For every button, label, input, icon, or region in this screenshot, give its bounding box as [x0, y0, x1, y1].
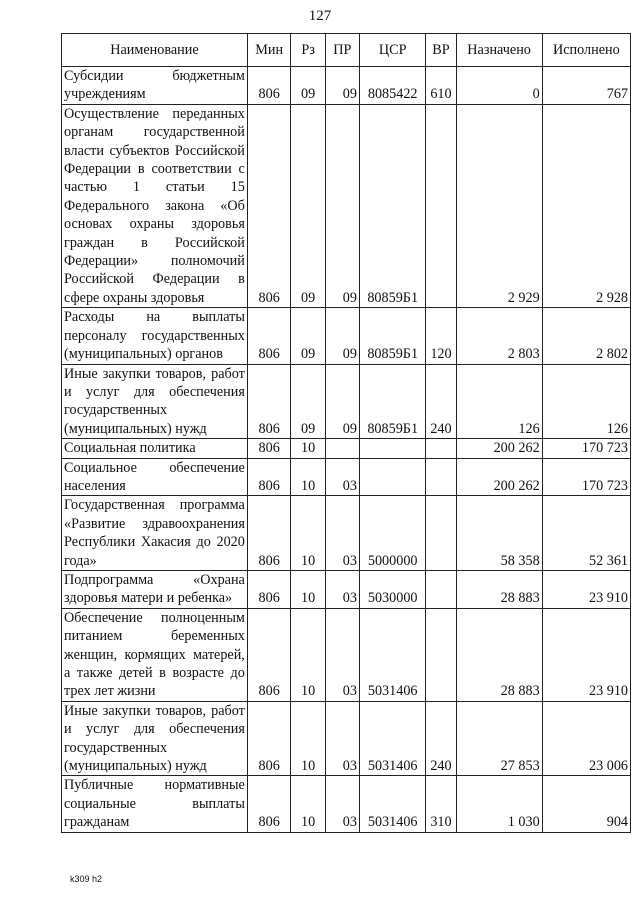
row-name: Социальное обеспечение населения: [62, 458, 248, 496]
row-rz: 10: [291, 701, 325, 776]
row-assigned: 200 262: [456, 439, 542, 458]
row-executed: 23 910: [542, 608, 630, 701]
row-min: 806: [247, 104, 291, 307]
row-name: Иные закупки товаров, работ и услуг для обеспечения государственных (муниципальных) нужд: [62, 364, 248, 439]
table-row: [62, 776, 631, 832]
row-pr: 03: [325, 570, 359, 608]
table-row: [62, 701, 631, 776]
row-csr: 8085422: [359, 67, 425, 105]
table-row: [62, 458, 631, 496]
row-name: Обеспечение полноценным питанием беременных женщин, кормящих матерей, а также детей в возрасте до трех лет жизни: [62, 608, 248, 701]
row-name: Государственная программа «Развитие здравоохранения Республики Хакасия до 2020 года»: [62, 496, 248, 571]
header-rz: Рз: [291, 34, 325, 67]
row-pr: 03: [325, 608, 359, 701]
row-vr: [426, 104, 456, 307]
row-rz: 10: [291, 458, 325, 496]
row-executed: 904: [542, 776, 630, 832]
row-csr: [359, 458, 425, 496]
row-csr: 80859Б1: [359, 364, 425, 439]
row-min: 806: [247, 458, 291, 496]
row-vr: [426, 439, 456, 458]
header-min: Мин: [247, 34, 291, 67]
row-vr: 240: [426, 364, 456, 439]
table-row: [62, 67, 631, 105]
row-csr: 5030000: [359, 570, 425, 608]
row-rz: 10: [291, 439, 325, 458]
row-pr: 03: [325, 496, 359, 571]
row-rz: 09: [291, 308, 325, 364]
row-pr: 09: [325, 104, 359, 307]
row-rz: 10: [291, 496, 325, 571]
row-min: 806: [247, 439, 291, 458]
row-csr: 5031406: [359, 701, 425, 776]
row-min: 806: [247, 570, 291, 608]
row-min: 806: [247, 701, 291, 776]
row-assigned: 28 883: [456, 608, 542, 701]
row-executed: 170 723: [542, 439, 630, 458]
row-csr: 80859Б1: [359, 308, 425, 364]
row-executed: 2 802: [542, 308, 630, 364]
row-vr: [426, 608, 456, 701]
row-assigned: 27 853: [456, 701, 542, 776]
row-pr: 09: [325, 308, 359, 364]
header-csr: ЦСР: [359, 34, 425, 67]
row-min: 806: [247, 308, 291, 364]
row-executed: 126: [542, 364, 630, 439]
table-row: [62, 439, 631, 458]
row-csr: 5031406: [359, 608, 425, 701]
footer-code: k309 h2: [70, 874, 103, 884]
row-min: 806: [247, 608, 291, 701]
header-assigned: Назначено: [456, 34, 542, 67]
row-executed: 52 361: [542, 496, 630, 571]
row-vr: [426, 570, 456, 608]
row-pr: 03: [325, 776, 359, 832]
row-pr: 03: [325, 701, 359, 776]
row-assigned: 1 030: [456, 776, 542, 832]
table-header-row: [62, 34, 631, 67]
table-row: [62, 570, 631, 608]
row-min: 806: [247, 364, 291, 439]
row-name: Осуществление переданных органам государственной власти субъектов Российской Федерации в соответствии с частью 1 статьи 15 Федерального закона «Об основах охраны здоровья граждан в Российской Федерации» полномочий Российской Федерации в сфере охраны здоровья: [62, 104, 248, 307]
row-min: 806: [247, 67, 291, 105]
row-executed: 767: [542, 67, 630, 105]
row-pr: 09: [325, 67, 359, 105]
row-name: Социальная политика: [62, 439, 248, 458]
row-vr: [426, 458, 456, 496]
row-csr: 5000000: [359, 496, 425, 571]
row-rz: 10: [291, 570, 325, 608]
row-executed: 2 928: [542, 104, 630, 307]
row-min: 806: [247, 776, 291, 832]
row-min: 806: [247, 496, 291, 571]
row-pr: 09: [325, 364, 359, 439]
row-vr: 610: [426, 67, 456, 105]
row-csr: 80859Б1: [359, 104, 425, 307]
table-row: [62, 608, 631, 701]
row-name: Публичные нормативные социальные выплаты гражданам: [62, 776, 248, 832]
row-vr: 240: [426, 701, 456, 776]
row-rz: 09: [291, 104, 325, 307]
row-executed: 23 910: [542, 570, 630, 608]
row-pr: 03: [325, 458, 359, 496]
row-rz: 09: [291, 67, 325, 105]
budget-table: [61, 33, 631, 833]
row-name: Расходы на выплаты персоналу государственных (муниципальных) органов: [62, 308, 248, 364]
row-assigned: 0: [456, 67, 542, 105]
row-vr: [426, 496, 456, 571]
header-pr: ПР: [325, 34, 359, 67]
row-executed: 170 723: [542, 458, 630, 496]
row-name: Субсидии бюджетным учреждениям: [62, 67, 248, 105]
row-rz: 09: [291, 364, 325, 439]
row-rz: 10: [291, 776, 325, 832]
row-csr: [359, 439, 425, 458]
row-vr: 120: [426, 308, 456, 364]
row-assigned: 200 262: [456, 458, 542, 496]
row-executed: 23 006: [542, 701, 630, 776]
row-csr: 5031406: [359, 776, 425, 832]
header-name: Наименование: [62, 34, 248, 67]
row-assigned: 126: [456, 364, 542, 439]
row-assigned: 2 929: [456, 104, 542, 307]
row-pr: [325, 439, 359, 458]
table-row: [62, 104, 631, 307]
row-assigned: 2 803: [456, 308, 542, 364]
row-assigned: 28 883: [456, 570, 542, 608]
row-name: Иные закупки товаров, работ и услуг для обеспечения государственных (муниципальных) нужд: [62, 701, 248, 776]
row-vr: 310: [426, 776, 456, 832]
header-vr: ВР: [426, 34, 456, 67]
table-row: [62, 308, 631, 364]
page-number: 127: [308, 8, 332, 24]
row-assigned: 58 358: [456, 496, 542, 571]
row-rz: 10: [291, 608, 325, 701]
table-row: [62, 364, 631, 439]
header-executed: Исполнено: [542, 34, 630, 67]
table-row: [62, 496, 631, 571]
row-name: Подпрограмма «Охрана здоровья матери и ребенка»: [62, 570, 248, 608]
